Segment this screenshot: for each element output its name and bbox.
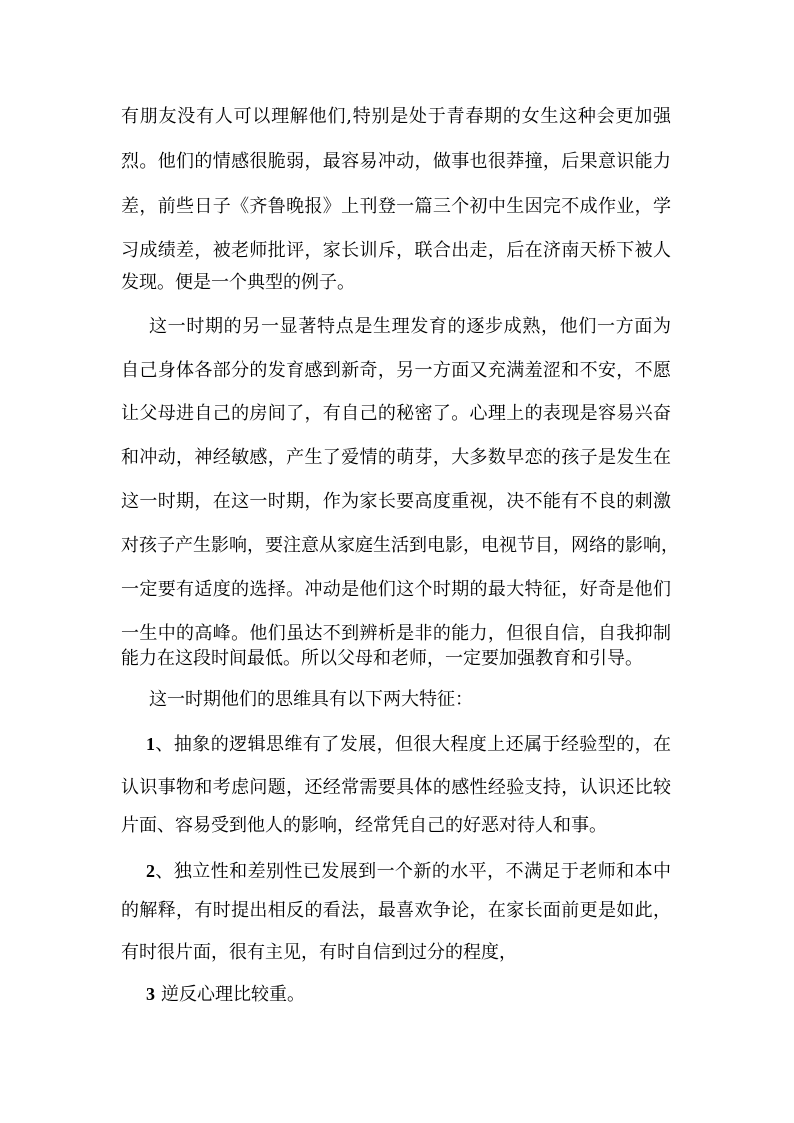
- text-line: 认识事物和考虑问题，还经常需要具体的感性经验支持，认识还比较: [121, 777, 671, 798]
- text-line: 片面、容易受到他人的影响，经常凭自己的好恶对待人和事。: [121, 815, 607, 836]
- text-line: 这一时期的另一显著特点是生理发育的逐步成熟，他们一方面为: [149, 316, 671, 337]
- text-line: 习成绩差，被老师批评，家长训斥，联合出走，后在济南天桥下被人: [121, 240, 671, 261]
- text-line: 一生中的高峰。他们虽达不到辨析是非的能力，但很自信，自我抑制: [121, 623, 671, 644]
- text-line: 有朋友没有人可以理解他们,特别是处于青春期的女生这种会更加强: [121, 106, 671, 127]
- text-line: 一定要有适度的选择。冲动是他们这个时期的最大特征，好奇是他们: [121, 579, 671, 600]
- text-line: [146, 853, 671, 889]
- text-line: 发现。便是一个典型的例子。: [121, 272, 355, 293]
- text-line: 这一时期他们的思维具有以下两大特征：: [149, 689, 473, 710]
- text-line: 差，前些日子《齐鲁晚报》上刊登一篇三个初中生因完不成作业，学: [121, 196, 671, 217]
- text-line: [146, 726, 671, 762]
- list-text: 逆反心理比较重。: [161, 984, 305, 1005]
- text-line: 对孩子产生影响，要注意从家庭生活到电影，电视节目，网络的影响，: [121, 535, 679, 556]
- text-line: [146, 976, 671, 1012]
- text-line: 自己身体各部分的发育感到新奇，另一方面又充满羞涩和不安，不愿: [121, 360, 671, 381]
- text-line: 有时很片面，很有主见，有时自信到过分的程度，: [121, 942, 517, 963]
- text-line: 这一时期，在这一时期，作为家长要高度重视，决不能有不良的刺激: [121, 491, 671, 512]
- list-number: 3: [146, 984, 155, 1004]
- text-line: 和冲动，神经敏感，产生了爱情的萌芽，大多数早恋的孩子是发生在: [121, 447, 671, 468]
- text-line: 让父母进自己的房间了，有自己的秘密了。心理上的表现是容易兴奋: [121, 403, 671, 424]
- list-text: 、独立性和差别性已发展到一个新的水平，不满足于老师和本中: [155, 861, 671, 882]
- text-line: 的解释，有时提出相反的看法，最喜欢争论，在家长面前更是如此，: [121, 900, 671, 921]
- list-number: 1: [146, 734, 155, 754]
- text-line: 能力在这段时间最低。所以父母和老师，一定要加强教育和引导。: [121, 648, 643, 669]
- list-number: 2: [146, 861, 155, 881]
- list-text: 、抽象的逻辑思维有了发展，但很大程度上还属于经验型的，在: [155, 734, 671, 755]
- text-line: 烈。他们的情感很脆弱，最容易冲动，做事也很莽撞，后果意识能力: [121, 151, 671, 172]
